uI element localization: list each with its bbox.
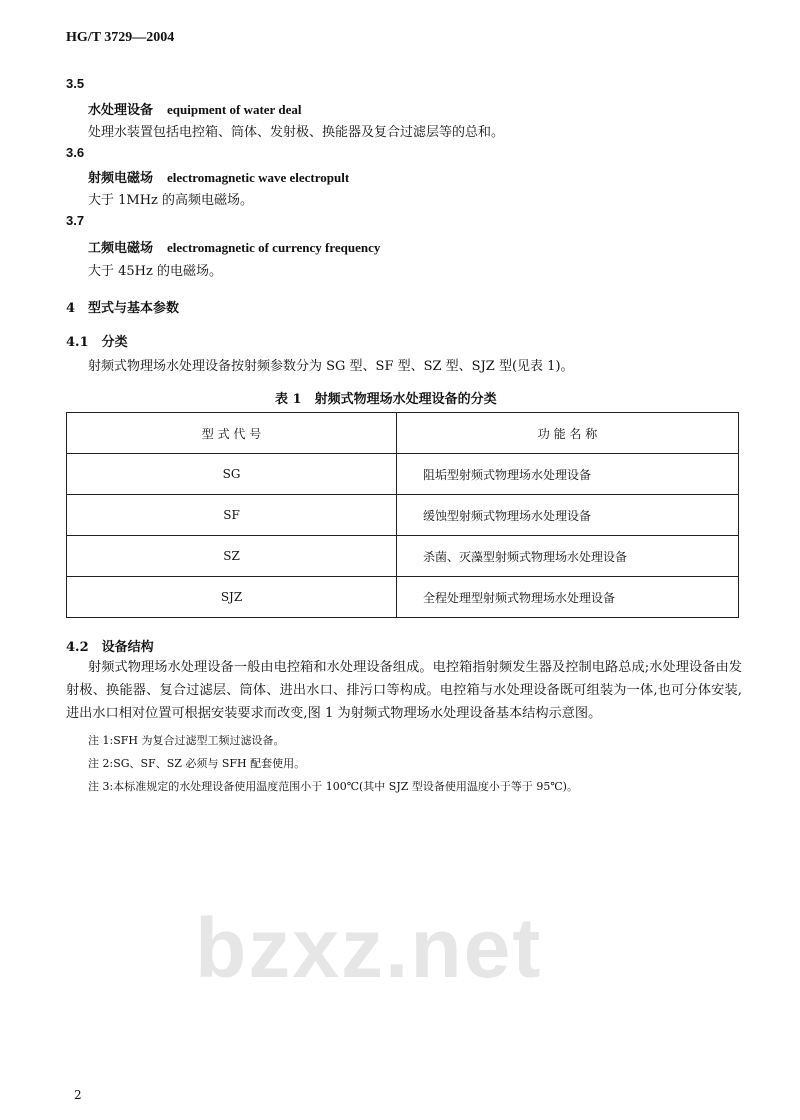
note: 注 3:本标准规定的水处理设备使用温度范围小于 100℃(其中 SJZ 型设备使用温度小于等于 95℃)。	[88, 780, 578, 793]
header-cell: 型 式 代 号	[67, 413, 397, 454]
table-row	[67, 495, 739, 536]
page-number: 2	[74, 1088, 82, 1102]
section-4-1-text: 射频式物理场水处理设备按射频参数分为 SG 型、SF 型、SZ 型、SJZ 型(见表 1)。	[88, 359, 574, 374]
table-header-row	[67, 413, 739, 454]
table-caption: 表 1 射频式物理场水处理设备的分类	[275, 392, 497, 407]
table-row	[67, 577, 739, 618]
term-en: electromagnetic of currency frequency	[167, 240, 381, 255]
function-name: 缓蚀型射频式物理场水处理设备	[397, 495, 739, 536]
term-cn: 水处理设备	[88, 103, 154, 118]
type-code: SG	[67, 454, 397, 495]
note: 注 1:SFH 为复合过滤型工频过滤设备。	[88, 734, 285, 747]
term-title	[88, 99, 301, 118]
term-title	[88, 237, 380, 256]
term-definition: 处理水装置包括电控箱、筒体、发射极、换能器及复合过滤层等的总和。	[88, 125, 505, 140]
section-4-2-title: 4.2 设备结构	[66, 640, 154, 655]
function-name: 阻垢型射频式物理场水处理设备	[397, 454, 739, 495]
header-cell: 功 能 名 称	[397, 413, 739, 454]
classification-table	[66, 412, 739, 618]
table-row	[67, 536, 739, 577]
term-definition: 大于 45Hz 的电磁场。	[88, 264, 222, 279]
type-code: SF	[67, 495, 397, 536]
term-title	[88, 167, 349, 186]
term-definition: 大于 1MHz 的高频电磁场。	[88, 193, 254, 208]
term-number: 3.6	[66, 145, 85, 160]
function-name: 全程处理型射频式物理场水处理设备	[397, 577, 739, 618]
term-cn: 工频电磁场	[88, 241, 154, 256]
section-4-title: 4 型式与基本参数	[66, 301, 180, 316]
watermark: bzxz.net	[195, 901, 543, 995]
term-en: electromagnetic wave electropult	[167, 170, 350, 185]
note: 注 2:SG、SF、SZ 必须与 SFH 配套使用。	[88, 757, 306, 770]
section-4-2-body	[66, 656, 742, 798]
term-cn: 射频电磁场	[88, 171, 154, 186]
term-number: 3.7	[66, 213, 85, 228]
term-number: 3.5	[66, 76, 85, 91]
function-name: 杀菌、灭藻型射频式物理场水处理设备	[397, 536, 739, 577]
type-code: SJZ	[67, 577, 397, 618]
section-4-2-text: 射频式物理场水处理设备一般由电控箱和水处理设备组成。电控箱指射频发生器及控制电路总成;水处理设备由发射极、换能器、复合过滤层、筒体、进出水口、排污口等构成。电控箱与水处理设备既可组装为一体,也可分体安装,进出水口相对位置可根据安装要求而改变,图 1 为射频式物理场水处理设备基本结构示意图。	[66, 660, 742, 721]
section-4-1-title: 4.1 分类	[66, 335, 128, 350]
standard-number: HG/T 3729—2004	[66, 30, 175, 45]
type-code: SZ	[67, 536, 397, 577]
table-row	[67, 454, 739, 495]
term-en: equipment of water deal	[167, 102, 302, 117]
